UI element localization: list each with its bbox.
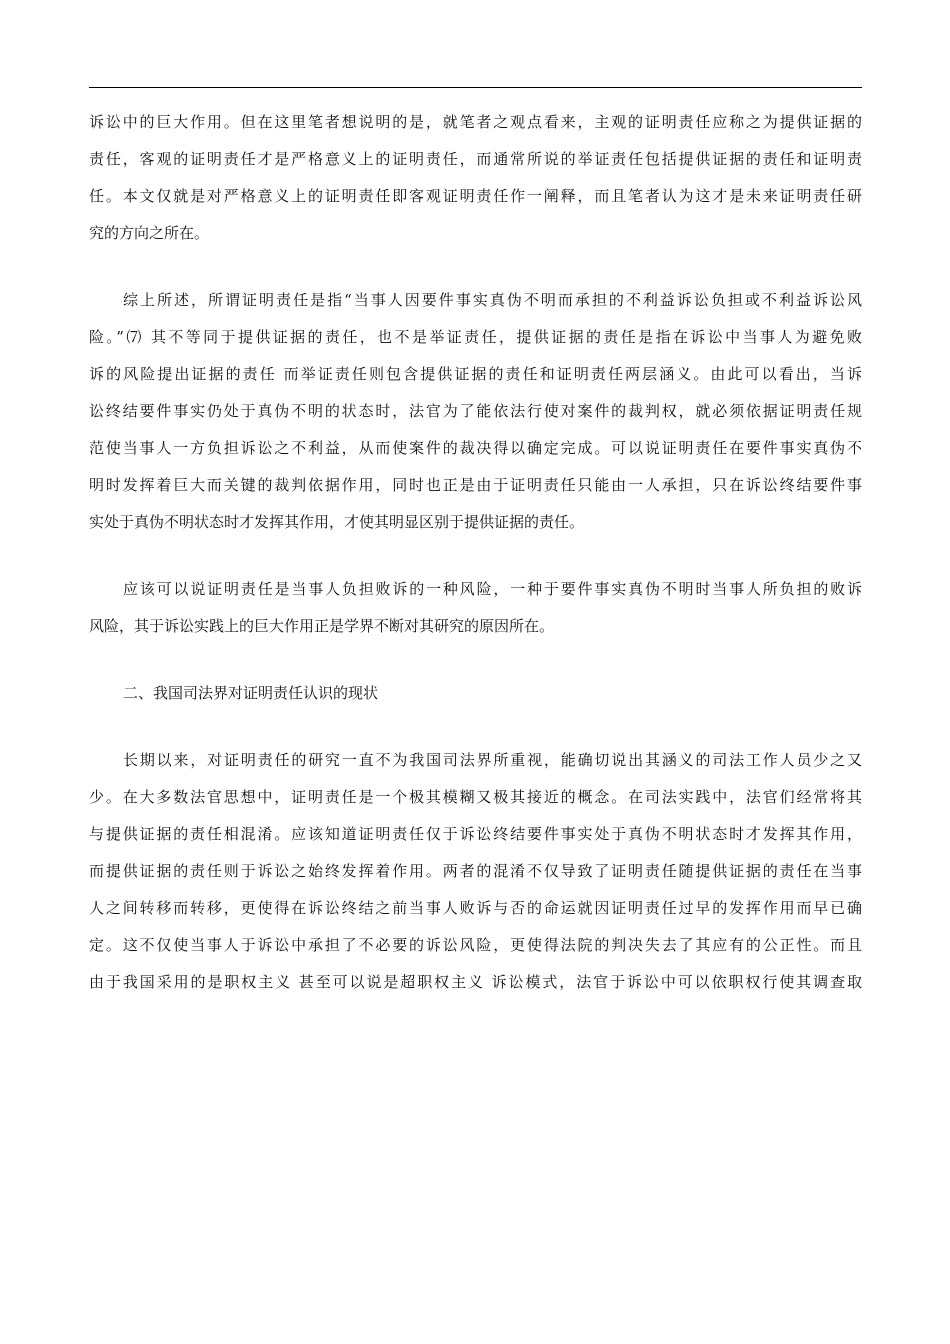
text-line: 而提供证据的责任则于诉讼之始终发挥着作用。两者的混淆不仅导致了证明责任随提供证据的责任在当事 xyxy=(89,862,862,880)
text-line: 实处于真伪不明状态时才发挥其作用，才使其明显区别于提供证据的责任。 xyxy=(89,513,585,531)
text-line: 明时发挥着巨大而关键的裁判依据作用，同时也正是由于证明责任只能由一人承担，只在诉讼终结要件事 xyxy=(89,476,862,494)
text-line: 讼终结要件事实仍处于真伪不明的状态时，法官为了能依法行使对案件的裁判权，就必须依据证明责任规 xyxy=(89,402,862,420)
text-line: 范使当事人一方负担诉讼之不利益，从而使案件的裁决得以确定完成。可以说证明责任在要件事实真伪不 xyxy=(89,439,862,457)
text-line: 人之间转移而转移，更使得在诉讼终结之前当事人败诉与否的命运就因证明责任过早的发挥作用而早已确 xyxy=(89,899,862,917)
header-rule xyxy=(89,87,862,88)
paragraph-2 xyxy=(89,282,862,541)
paragraph-3 xyxy=(89,571,862,645)
text-line: 定。这不仅使当事人于诉讼中承担了不必要的诉讼风险，更使得法院的判决失去了其应有的公正性。而且 xyxy=(89,936,862,954)
text-line: 由于我国采用的是职权主义 甚至可以说是超职权主义 诉讼模式，法官于诉讼中可以依职权行使其调查取 xyxy=(89,973,862,991)
text-line: 少。在大多数法官思想中，证明责任是一个极其模糊又极其接近的概念。在司法实践中，法官们经常将其 xyxy=(89,788,862,806)
text-line: 综上所述，所谓证明责任是指“当事人因要件事实真伪不明而承担的不利益诉讼负担或不利益诉讼风 xyxy=(123,291,862,309)
text-line: 诉的风险提出证据的责任 而举证责任则包含提供证据的责任和证明责任两层涵义。由此可以看出，当诉 xyxy=(89,365,862,383)
text-line: 应该可以说证明责任是当事人负担败诉的一种风险，一种于要件事实真伪不明时当事人所负担的败诉 xyxy=(123,580,862,598)
text-line: 长期以来，对证明责任的研究一直不为我国司法界所重视，能确切说出其涵义的司法工作人员少之又 xyxy=(123,751,862,769)
section-heading: 二、我国司法界对证明责任认识的现状 xyxy=(123,684,379,702)
text-line: 究的方向之所在。 xyxy=(89,224,210,242)
text-line: 险。”⑺ 其不等同于提供证据的责任，也不是举证责任，提供证据的责任是指在诉讼中当事人为避免败 xyxy=(89,328,862,346)
paragraph-1 xyxy=(89,104,862,252)
text-line: 与提供证据的责任相混淆。应该知道证明责任仅于诉讼终结要件事实处于真伪不明状态时才发挥其作用， xyxy=(89,825,862,843)
text-line: 诉讼中的巨大作用。但在这里笔者想说明的是，就笔者之观点看来，主观的证明责任应称之为提供证据的 xyxy=(89,113,862,131)
document-body xyxy=(89,104,862,1031)
paragraph-4 xyxy=(89,742,862,1001)
text-line: 任。本文仅就是对严格意义上的证明责任即客观证明责任作一阐释，而且笔者认为这才是未来证明责任研 xyxy=(89,187,862,205)
text-line: 风险，其于诉讼实践上的巨大作用正是学界不断对其研究的原因所在。 xyxy=(89,617,555,635)
text-line: 责任，客观的证明责任才是严格意义上的证明责任，而通常所说的举证责任包括提供证据的责任和证明责 xyxy=(89,150,862,168)
